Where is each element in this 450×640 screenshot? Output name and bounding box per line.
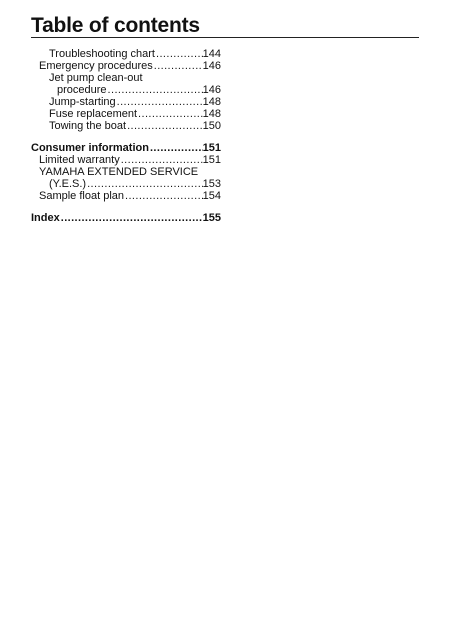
toc-page-number: 148 xyxy=(202,108,221,120)
toc-entry-label: Towing the boat xyxy=(49,120,127,132)
dot-leader xyxy=(86,178,203,190)
table-of-contents xyxy=(31,48,221,224)
toc-entry-label: Fuse replacement xyxy=(49,108,138,120)
toc-entry-yamaha-extended-service[interactable] xyxy=(31,178,221,190)
toc-page-number: 148 xyxy=(202,96,221,108)
toc-entry-label: Troubleshooting chart xyxy=(49,48,155,60)
toc-entry-label: Limited warranty xyxy=(39,154,120,166)
dot-leader xyxy=(107,84,203,96)
toc-entry-towing-the-boat[interactable] xyxy=(31,120,221,132)
toc-page-number: 146 xyxy=(202,60,221,72)
dot-leader xyxy=(60,212,203,224)
section-spacer xyxy=(31,202,221,212)
toc-page-number: 144 xyxy=(202,48,221,60)
toc-entry-emergency-procedures[interactable] xyxy=(31,60,221,72)
toc-entry-label: Emergency procedures xyxy=(39,60,153,72)
toc-entry-jet-pump-line1[interactable]: Jet pump clean-out xyxy=(49,72,143,84)
toc-page-number: 151 xyxy=(202,154,221,166)
toc-entry-fuse-replacement[interactable] xyxy=(31,108,221,120)
toc-entry-label: Sample float plan xyxy=(39,190,124,202)
toc-entry-limited-warranty[interactable] xyxy=(31,154,221,166)
toc-page-number: 150 xyxy=(202,120,221,132)
toc-entry-label: Index xyxy=(31,212,60,224)
toc-entry-index[interactable] xyxy=(31,212,221,224)
section-spacer xyxy=(31,132,221,142)
toc-entry-troubleshooting-chart[interactable] xyxy=(31,48,221,60)
toc-page-number: 151 xyxy=(202,142,221,154)
dot-leader xyxy=(155,48,203,60)
dot-leader xyxy=(124,190,203,202)
toc-page-number: 154 xyxy=(202,190,221,202)
dot-leader xyxy=(120,154,203,166)
toc-entry-jump-starting[interactable] xyxy=(31,96,221,108)
toc-entry-label: (Y.E.S.) xyxy=(49,178,87,190)
dot-leader xyxy=(116,96,203,108)
toc-page-number: 153 xyxy=(202,178,221,190)
page-title: Table of contents xyxy=(31,14,200,37)
dot-leader xyxy=(153,60,203,72)
dot-leader xyxy=(137,108,203,120)
toc-entry-jet-pump-clean-out[interactable] xyxy=(31,84,221,96)
toc-entry-label: procedure xyxy=(57,84,107,96)
toc-page-number: 155 xyxy=(202,212,221,224)
toc-page-number: 146 xyxy=(202,84,221,96)
dot-leader xyxy=(126,120,203,132)
dot-leader xyxy=(149,142,203,154)
toc-entry-yes-line1[interactable]: YAMAHA EXTENDED SERVICE xyxy=(39,166,199,178)
toc-entry-consumer-information[interactable] xyxy=(31,142,221,154)
toc-entry-sample-float-plan[interactable] xyxy=(31,190,221,202)
toc-entry-label: Jump-starting xyxy=(49,96,116,108)
title-divider xyxy=(31,37,419,38)
toc-entry-label: Consumer information xyxy=(31,142,149,154)
